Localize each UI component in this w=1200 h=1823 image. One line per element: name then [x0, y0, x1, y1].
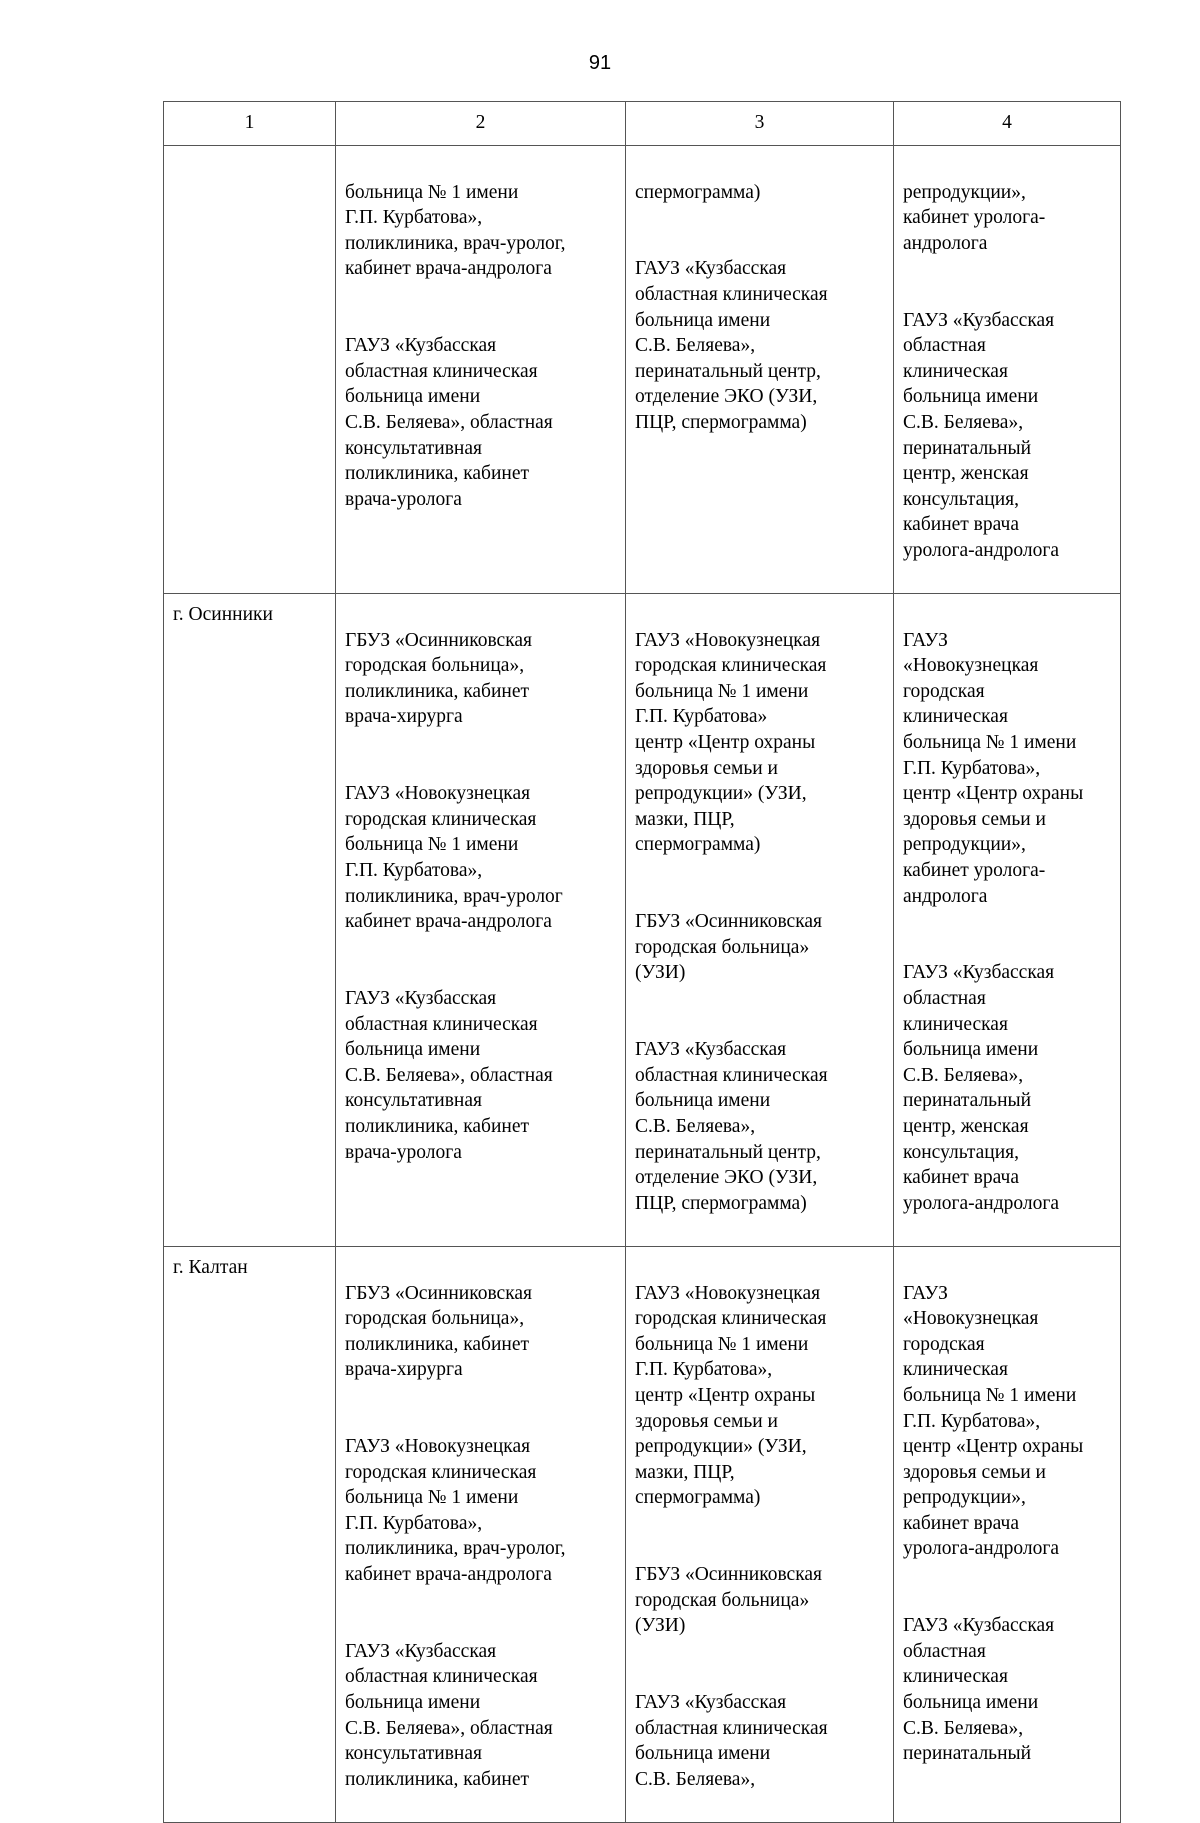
cell-paragraph: ГБУЗ «Осинниковская городская больница» (УЗИ) — [635, 911, 822, 984]
city-cell: г. Осинники — [164, 594, 336, 1247]
cell-paragraph: ГБУЗ «Осинниковская городская больница», поликлиника, кабинет врача-хирурга — [345, 1282, 532, 1381]
diagnostics-cell — [626, 594, 894, 1247]
cell-paragraph: ГАУЗ «Кузбасская областная клиническая больница имени С.В. Беляева», перинатальный центр, женская консультация, кабинет врача уролога-андролога — [903, 962, 1060, 1214]
cell-paragraph: больница № 1 имени Г.П. Курбатова», поликлиника, врач-уролог, кабинет врача-андролога — [345, 181, 566, 280]
facilities-table — [163, 101, 1121, 1823]
cell-paragraph: ГАУЗ «Кузбасская областная клиническая больница имени С.В. Беляева», перинатальный центр, отделение ЭКО (УЗИ, ПЦР, спермограмма) — [635, 1039, 828, 1214]
table-row — [164, 146, 1121, 594]
table-row — [164, 1246, 1121, 1822]
cell-paragraph: ГАУЗ «Кузбасская областная клиническая больница имени С.В. Беляева», — [635, 1692, 828, 1790]
cell-paragraph: ГАУЗ «Кузбасская областная клиническая больница имени С.В. Беляева», перинатальный центр, женская консультация, кабинет врача уролога-андролога — [903, 309, 1060, 561]
diagnostics-cell — [626, 1246, 894, 1822]
cell-paragraph: ГАУЗ «Новокузнецкая городская клиническая больница № 1 имени Г.П. Курбатова», поликлиника, врач-уролог кабинет врача-андролога — [345, 783, 563, 933]
column-header-2: 2 — [336, 102, 626, 146]
column-header-3: 3 — [626, 102, 894, 146]
cell-paragraph: спермограмма) — [635, 181, 761, 203]
column-header-1: 1 — [164, 102, 336, 146]
cell-paragraph: ГАУЗ «Новокузнецкая городская клиническая больница № 1 имени Г.П. Курбатова», центр «Центр охраны здоровья семьи и репродукции» (УЗИ, мазки, ПЦР, спермограмма) — [635, 1282, 827, 1509]
specialist-cell — [894, 1246, 1121, 1822]
diagnostics-cell — [626, 146, 894, 594]
cell-paragraph: ГБУЗ «Осинниковская городская больница», поликлиника, кабинет врача-хирурга — [345, 629, 532, 728]
table-header-row — [164, 102, 1121, 146]
cell-paragraph: ГБУЗ «Осинниковская городская больница» (УЗИ) — [635, 1564, 822, 1637]
polyclinic-cell — [336, 594, 626, 1247]
cell-paragraph: ГАУЗ «Кузбасская областная клиническая больница имени С.В. Беляева», перинатальный — [903, 1615, 1055, 1765]
polyclinic-cell — [336, 1246, 626, 1822]
column-header-4: 4 — [894, 102, 1121, 146]
cell-paragraph: ГАУЗ «Кузбасская областная клиническая больница имени С.В. Беляева», областная консультативная поликлиника, кабинет врача-уролога — [345, 988, 553, 1163]
cell-paragraph: ГАУЗ «Новокузнецкая городская клиническая больница № 1 имени Г.П. Курбатова» центр «Центр охраны здоровья семьи и репродукции» (УЗИ, мазки, ПЦР, спермограмма) — [635, 629, 827, 856]
table-row — [164, 594, 1121, 1247]
cell-paragraph: ГАУЗ «Новокузнецкая городская клиническая больница № 1 имени Г.П. Курбатова», центр «Центр охраны здоровья семьи и репродукции», кабинет врача уролога-андролога — [903, 1282, 1084, 1560]
polyclinic-cell — [336, 146, 626, 594]
city-cell: г. Калтан — [164, 1246, 336, 1822]
cell-paragraph: ГАУЗ «Новокузнецкая городская клиническая больница № 1 имени Г.П. Курбатова», центр «Центр охраны здоровья семьи и репродукции», кабинет уролога- андролога — [903, 629, 1084, 907]
cell-paragraph: репродукции», кабинет уролога- андролога — [903, 181, 1046, 254]
specialist-cell — [894, 146, 1121, 594]
specialist-cell — [894, 594, 1121, 1247]
cell-paragraph: ГАУЗ «Новокузнецкая городская клиническая больница № 1 имени Г.П. Курбатова», поликлиника, врач-уролог, кабинет врача-андролога — [345, 1436, 566, 1586]
cell-paragraph: ГАУЗ «Кузбасская областная клиническая больница имени С.В. Беляева», областная консультативная поликлиника, кабинет врача-уролога — [345, 335, 553, 510]
page-number: 91 — [588, 52, 612, 74]
city-cell — [164, 146, 336, 594]
cell-paragraph: ГАУЗ «Кузбасская областная клиническая больница имени С.В. Беляева», областная консультативная поликлиника, кабинет — [345, 1640, 553, 1790]
cell-paragraph: ГАУЗ «Кузбасская областная клиническая больница имени С.В. Беляева», перинатальный центр, отделение ЭКО (УЗИ, ПЦР, спермограмма) — [635, 258, 828, 433]
